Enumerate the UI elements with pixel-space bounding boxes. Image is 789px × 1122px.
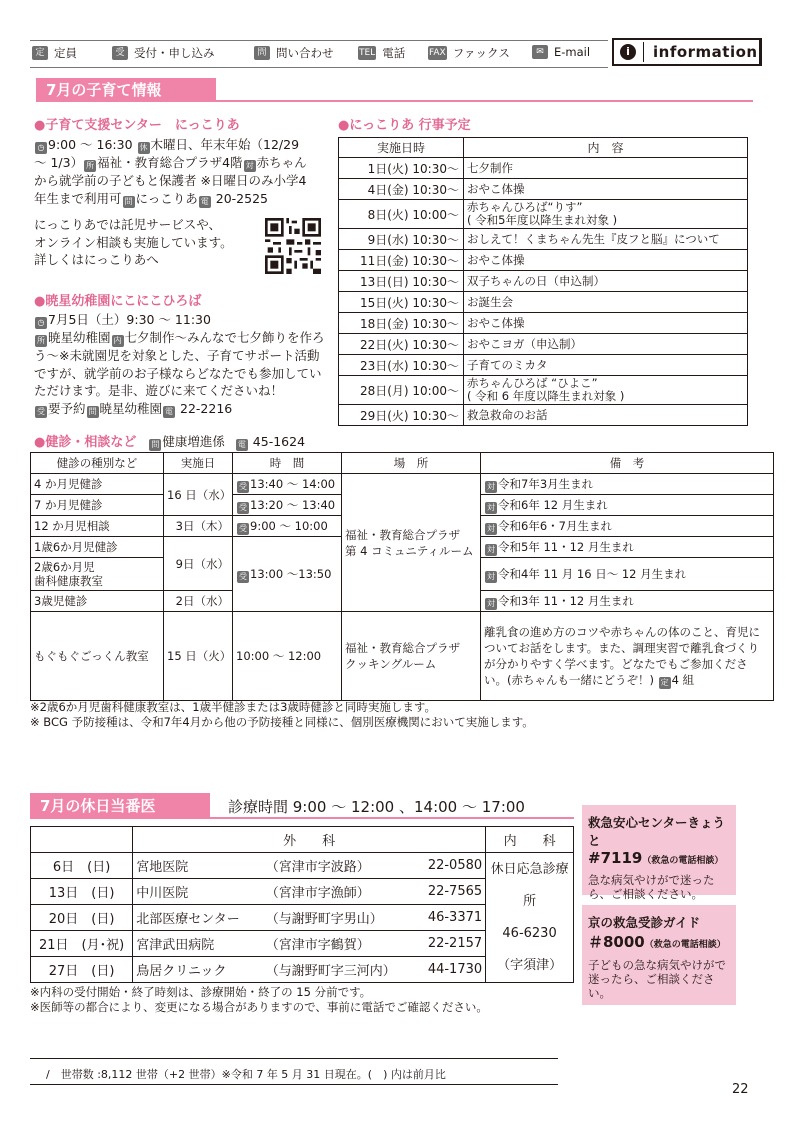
table-row: 20日 (日) 北部医療センター （与謝野町字男山） 46-3371	[31, 905, 574, 931]
table-row: 11日(金) 10:30～ おやこ体操	[339, 250, 748, 271]
table-header-row: 外 科 内 科	[31, 827, 574, 853]
kindergarten-info: ◷ 7月5日（土）9:30 ～ 11:30 所 暁星幼稚園 内 七夕制作～みんなで七夕飾りを作ろう～※未就園児を対象とした、子育てサポート活動ですが、就学前のお子様ならどなたでも参加していただけます。是非、遊びに来てくださいね！ 受 要予約 問 暁星幼稚園 電 22-2216	[34, 312, 325, 416]
internal-medicine-cell: 休日応急診療所 46-6230 （字須津）	[486, 853, 574, 983]
table-row: 29日(火) 10:30～ 救急救命のお話	[339, 405, 748, 426]
schedule-heading: ●にっこりあ 行事予定	[338, 118, 471, 133]
page-number: 22	[732, 1082, 749, 1097]
holiday-hours: 診療時間 9:00 ～ 12:00 、14:00 ～ 17:00	[228, 798, 525, 816]
table-row: 1日(火) 10:30～ 七夕制作	[339, 158, 748, 179]
table-header-row	[339, 138, 748, 158]
legend-capacity: 定 定員	[32, 45, 77, 61]
checkup-heading-row: ●健診・相談など 問 健康増進係 電 45-1624	[34, 434, 306, 450]
table-row: もぐもぐごっくん教室 15 日（火） 10:00 ～ 12:00 福祉・教育総合プラザ クッキングルーム 離乳食の進め方のコツや赤ちゃんの体のこと、育児についてお話をします。また、調理実習で離乳食づくりが分かりやすく学べます。どなたでもご参加ください。(赤ちゃんも一緒にどうぞ！) 定 4 組	[31, 612, 774, 701]
checkup-footnotes: ※2歳6か月児歯科健康教室は、1歳半健診または3歳時健診と同時実施します。 ※ BCG 予防接種は、令和7年4月から他の予防接種と同様に、個別医療機関において実施します。	[30, 700, 534, 729]
kindergarten-heading: ●暁星幼稚園にこにこひろば	[34, 294, 202, 309]
legend-email: ✉ E-mail	[532, 45, 590, 59]
phone-icon: 電	[237, 440, 246, 449]
table-row: 13日(日) 10:30～ 双子ちゃんの日（申込制）	[339, 271, 748, 292]
table-row: 7 か月児健診 受 13:20 ～ 13:40 対 令和6年 12 月生まれ	[31, 495, 774, 516]
table-row: 8日(火) 10:00～ 赤ちゃんひろば“りす” ( 令和5年度以降生まれ対象 )	[339, 200, 748, 229]
table-row: 12 か月児相談 3日（木） 受 9:00 ～ 10:00 対 令和6年6・7月生まれ	[31, 516, 774, 537]
table-row: 3歳児健診 2日（水） 対 令和3年 11・12 月生まれ	[31, 591, 774, 612]
reception-icon: 受	[112, 46, 128, 60]
table-row: 6日 (日) 宮地医院 （宮津市字波路） 22-0580 休日応急診療所 46-6230 （字須津）	[31, 853, 574, 879]
legend-inquiry: 問 問い合わせ	[254, 45, 334, 61]
table-row: 18日(金) 10:30～ おやこ体操	[339, 313, 748, 334]
legend-reception: 受 受付・申し込み	[112, 45, 215, 61]
mail-icon: ✉	[532, 45, 548, 59]
phone-icon: 電	[200, 196, 209, 206]
capacity-icon: 定	[32, 46, 48, 60]
clock-icon: ◷	[35, 317, 47, 329]
legend-fax: FAX ファックス	[429, 46, 510, 60]
clock-icon: ◷	[35, 142, 47, 154]
target-icon: 対	[487, 523, 495, 533]
information-label: information	[653, 43, 758, 61]
schedule-table	[338, 137, 748, 426]
table-row: 1歳6か月児健診 9日（水） 受 13:00 ～13:50 対 令和5年 11・12 月生まれ	[31, 537, 774, 558]
reception-icon: 受	[239, 523, 247, 533]
content-icon: 内	[113, 336, 122, 345]
place-icon: 所	[37, 336, 45, 345]
divider	[643, 42, 644, 62]
target-icon: 対	[487, 481, 495, 491]
checkup-table	[30, 452, 774, 701]
checkup-heading: ●健診・相談など	[34, 435, 137, 450]
reception-icon: 受	[239, 481, 247, 491]
info-icon: i	[620, 44, 636, 60]
target-icon: 対	[487, 571, 495, 581]
legend-bar	[30, 40, 608, 68]
section-title-childcare: 7月の子育て情報	[36, 78, 216, 102]
target-icon: 対	[487, 544, 495, 554]
place-icon: 所	[86, 161, 95, 170]
table-row: 21日 (月･祝) 宮津武田病院 （宮津市字鶴賀） 22-2157	[31, 931, 574, 957]
section-rule	[30, 817, 574, 819]
inquiry-icon: 問	[151, 440, 160, 449]
footer-rule	[30, 1058, 558, 1059]
target-icon: 対	[245, 161, 254, 170]
emergency-box-7119: 救急安心センターきょうと #7119（救急の電話相談） 急な病気やけがで迷ったら、ご相談ください。	[582, 805, 736, 895]
table-row: 28日(月) 10:00～ 赤ちゃんひろば “ひよこ” ( 令和 6 年度以降生まれ対象 )	[339, 376, 748, 405]
phone-icon: TEL	[359, 48, 376, 58]
inquiry-icon: 問	[254, 46, 270, 60]
table-header-row: 健診の種別など 実施日 時 間 場 所 備 考	[31, 453, 774, 474]
column-header: 実施日時	[339, 138, 464, 158]
fax-icon: FAX	[429, 48, 446, 58]
household-count: / 世帯数 :8,112 世帯（+2 世帯）※令和 7 年 5 月 31 日現在。( ) 内は前月比	[46, 1068, 446, 1081]
reception-icon: 受	[239, 502, 247, 512]
legend-phone: TEL 電話	[359, 46, 406, 60]
inquiry-icon: 問	[88, 406, 97, 416]
center-info: ◷ 9:00 ～ 16:30 休 木曜日、年末年始（12/29 ～ 1/3） 所 福祉・教育総合プラザ4階 対 赤ちゃん から就学前の子どもと保護者 ※日曜日のみ小学4 年生まで利用可 問 にっこりあ 電 20-2525	[34, 137, 307, 206]
target-icon: 対	[487, 598, 495, 608]
table-row: 27日 (日) 鳥居クリニック （与謝野町字三河内） 44-1730	[31, 957, 574, 983]
holiday-table	[30, 826, 574, 983]
table-row: 4 か月児健診 16 日（水） 受 13:40 ～ 14:00 福祉・教育総合プラザ 第 4 コミュニティルーム 対 令和7年3月生まれ	[31, 474, 774, 495]
information-header	[612, 38, 762, 66]
inquiry-icon: 問	[124, 196, 133, 206]
center-note: にっこりあでは託児サービスや、 オンライン相談も実施しています。 詳しくはにっこりあへ	[34, 217, 233, 267]
holiday-footnotes: ※内科の受付開始・終了時刻は、診療開始・終了の 15 分前です。 ※医師等の都合により、変更になる場合がありますので、事前に電話でご確認ください。	[30, 985, 488, 1014]
emergency-box-8000: 京の救急受診ガイド ＃8000（救急の電話相談） 子どもの急な病気やけがで迷ったら、ご相談ください。	[582, 905, 736, 1005]
reception-icon: 受	[239, 571, 247, 581]
table-row: 4日(金) 10:30～ おやこ体操	[339, 179, 748, 200]
section-title-holiday: 7月の休日当番医	[30, 793, 210, 819]
holiday-icon: 休	[139, 143, 148, 152]
reception-icon: 受	[37, 406, 45, 416]
table-row: 15日(火) 10:30～ お誕生会	[339, 292, 748, 313]
center-heading: ●子育て支援センター にっこりあ	[34, 118, 240, 133]
column-header: 内 容	[464, 138, 748, 158]
table-row: 9日(水) 10:30～ おしえて！くまちゃん先生『皮フと脳』について	[339, 229, 748, 250]
table-row: 22日(火) 10:30～ おやこヨガ（申込制）	[339, 334, 748, 355]
target-icon: 対	[487, 502, 495, 512]
table-row: 13日 (日) 中川医院 （宮津市字漁師） 22-7565	[31, 879, 574, 905]
table-row: 2歳6か月児 歯科健康教室 対 令和4年 11 月 16 日～ 12 月生まれ	[31, 558, 774, 591]
section-rule	[36, 100, 753, 102]
capacity-icon: 定	[660, 677, 669, 687]
qr-code-icon[interactable]	[265, 218, 321, 274]
table-row: 23日(水) 10:30～ 子育てのミカタ	[339, 355, 748, 376]
footer-rule	[30, 1084, 558, 1085]
phone-icon: 電	[165, 406, 174, 416]
